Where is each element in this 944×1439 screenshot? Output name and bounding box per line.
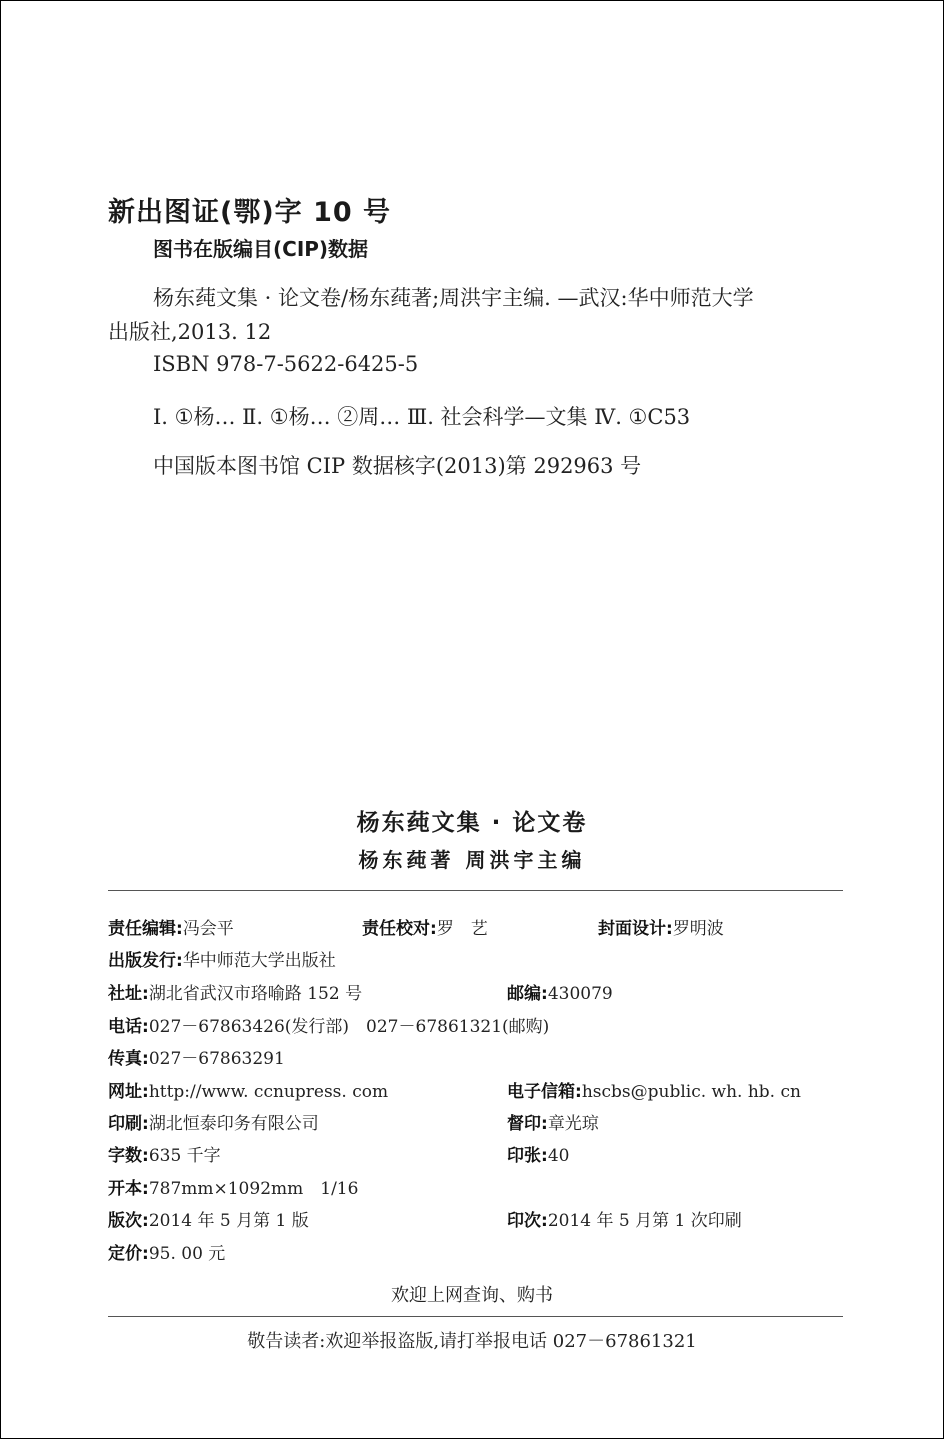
cip-subtitle: 图书在版编目(CIP)数据 — [153, 237, 369, 261]
publisher-row — [108, 946, 336, 971]
phone-label: 电话: — [108, 1017, 149, 1037]
anti-piracy-notice: 敬告读者:欢迎举报盗版,请打举报电话 027－67861321 — [247, 1331, 697, 1352]
printer-label: 印刷: — [108, 1114, 149, 1134]
publisher-value: 华中师范大学出版社 — [182, 951, 336, 971]
supervisor-label: 督印: — [507, 1114, 548, 1134]
price-value: 95. 00 元 — [148, 1244, 226, 1264]
printing-label: 印次: — [507, 1211, 548, 1231]
format-row — [108, 1174, 358, 1199]
printing-value: 2014 年 5 月第 1 次印刷 — [547, 1211, 742, 1231]
postcode-value: 430079 — [547, 984, 613, 1004]
cover-row — [598, 914, 724, 939]
divider-top — [108, 890, 843, 891]
fax-value: 027－67863291 — [148, 1049, 285, 1069]
edition-row — [108, 1206, 309, 1231]
publisher-label: 出版发行: — [108, 951, 183, 971]
cip-verification: 中国版本图书馆 CIP 数据核字(2013)第 292963 号 — [153, 454, 642, 478]
printer-row — [108, 1109, 319, 1134]
postcode-row — [507, 979, 613, 1004]
website-row — [108, 1077, 388, 1102]
email-row — [507, 1077, 801, 1102]
edition-value: 2014 年 5 月第 1 版 — [148, 1211, 309, 1231]
email-label: 电子信箱: — [507, 1082, 582, 1102]
proof-value: 罗 艺 — [436, 919, 488, 939]
email-value: hscbs@public. wh. hb. cn — [581, 1082, 801, 1102]
printing-row — [507, 1206, 742, 1231]
address-label: 社址: — [108, 984, 149, 1004]
supervisor-row — [507, 1109, 599, 1134]
address-row — [108, 979, 362, 1004]
words-value: 635 千字 — [148, 1146, 221, 1166]
welcome-text: 欢迎上网查询、购书 — [391, 1285, 553, 1306]
cover-value: 罗明波 — [672, 919, 724, 939]
publication-license: 新出图证(鄂)字 10 号 — [108, 197, 392, 228]
edition-label: 版次: — [108, 1211, 149, 1231]
website-label: 网址: — [108, 1082, 149, 1102]
words-row — [108, 1141, 221, 1166]
book-title: 杨东莼文集 · 论文卷 — [356, 810, 588, 836]
sheets-row — [507, 1141, 569, 1166]
editor-row — [108, 914, 234, 939]
book-authors: 杨东莼著 周洪宇主编 — [358, 848, 586, 872]
fax-row — [108, 1044, 285, 1069]
words-label: 字数: — [108, 1146, 149, 1166]
fax-label: 传真: — [108, 1049, 149, 1069]
price-row — [108, 1239, 225, 1264]
format-label: 开本: — [108, 1179, 149, 1199]
cover-label: 封面设计: — [598, 919, 673, 939]
cip-classification: Ⅰ. ①杨… Ⅱ. ①杨… ②周… Ⅲ. 社会科学—文集 Ⅳ. ①C53 — [153, 405, 691, 429]
isbn: ISBN 978-7-5622-6425-5 — [153, 352, 419, 376]
phone-value: 027－67863426(发行部) 027－67861321(邮购) — [148, 1017, 550, 1037]
postcode-label: 邮编: — [507, 984, 548, 1004]
cip-entry-line1: 杨东莼文集 · 论文卷/杨东莼著;周洪宇主编. —武汉:华中师范大学 — [153, 286, 754, 310]
supervisor-value: 章光琼 — [547, 1114, 599, 1134]
divider-bottom — [108, 1316, 843, 1317]
website-value: http://www. ccnupress. com — [148, 1082, 389, 1102]
editor-label: 责任编辑: — [108, 919, 183, 939]
format-value: 787mm×1092mm 1/16 — [148, 1179, 359, 1199]
sheets-value: 40 — [547, 1146, 570, 1166]
editor-value: 冯会平 — [182, 919, 234, 939]
phone-row — [108, 1012, 549, 1037]
printer-value: 湖北恒泰印务有限公司 — [148, 1114, 319, 1134]
proof-label: 责任校对: — [362, 919, 437, 939]
proof-row — [362, 914, 488, 939]
price-label: 定价: — [108, 1244, 149, 1264]
sheets-label: 印张: — [507, 1146, 548, 1166]
address-value: 湖北省武汉市珞喻路 152 号 — [148, 984, 363, 1004]
cip-entry-line2: 出版社,2013. 12 — [108, 320, 272, 344]
